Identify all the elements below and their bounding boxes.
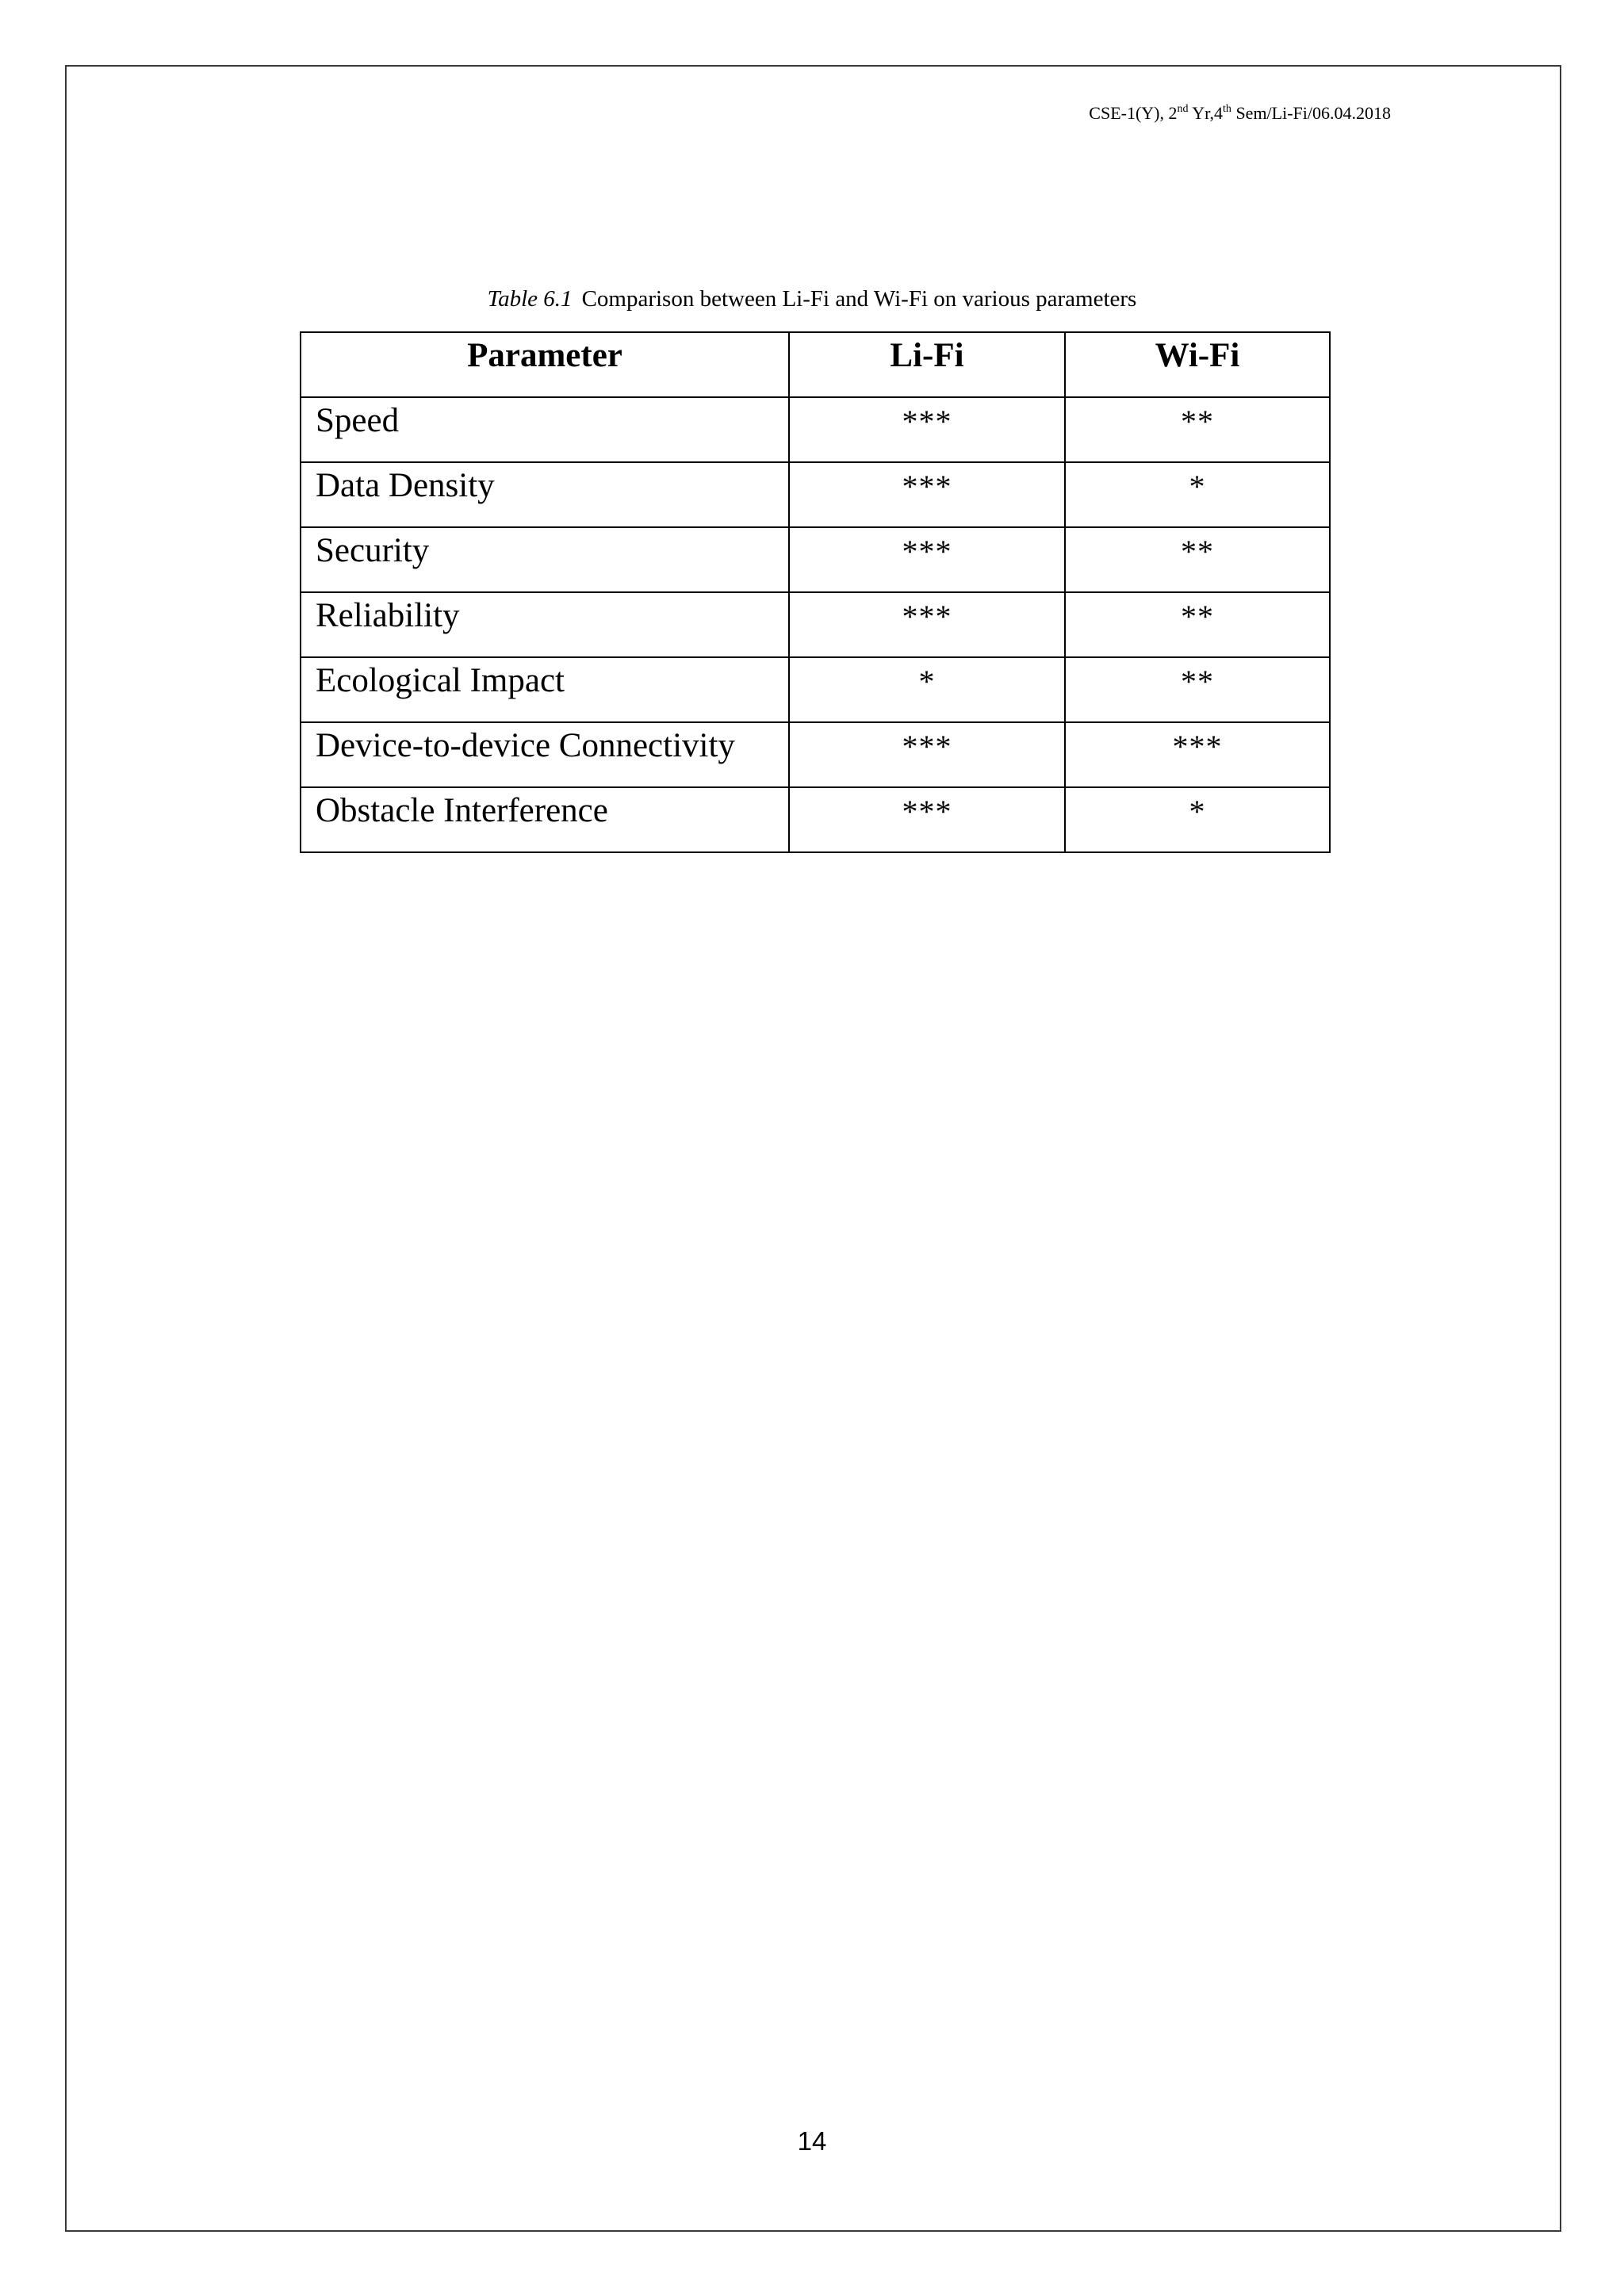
header-wifi: Wi-Fi [1065, 332, 1330, 397]
parameter-cell: Security [301, 527, 789, 592]
caption-text: Comparison between Li-Fi and Wi-Fi on various parameters [581, 286, 1137, 312]
header-prefix: CSE-1(Y), 2 [1089, 103, 1178, 123]
comparison-table-container [300, 331, 1329, 853]
wifi-rating-cell: ** [1065, 592, 1330, 657]
header-suffix: Sem/Li-Fi/06.04.2018 [1231, 103, 1391, 123]
wifi-rating-cell: ** [1065, 527, 1330, 592]
wifi-rating-cell: ** [1065, 397, 1330, 462]
running-header [1089, 103, 1391, 124]
table-caption [0, 286, 1624, 312]
table-header-row [301, 332, 1330, 397]
caption-label: Table 6.1 [487, 286, 573, 312]
lifi-rating-cell: *** [789, 592, 1065, 657]
parameter-cell: Reliability [301, 592, 789, 657]
table-row [301, 657, 1330, 722]
header-lifi: Li-Fi [789, 332, 1065, 397]
wifi-rating-cell: * [1065, 462, 1330, 527]
lifi-rating-cell: *** [789, 787, 1065, 852]
parameter-cell: Device-to-device Connectivity [301, 722, 789, 787]
header-sup-th: th [1223, 103, 1231, 115]
header-parameter: Parameter [301, 332, 789, 397]
header-middle: Yr,4 [1188, 103, 1224, 123]
wifi-rating-cell: ** [1065, 657, 1330, 722]
parameter-cell: Obstacle Interference [301, 787, 789, 852]
lifi-rating-cell: *** [789, 397, 1065, 462]
table-row [301, 397, 1330, 462]
wifi-rating-cell: *** [1065, 722, 1330, 787]
lifi-rating-cell: *** [789, 462, 1065, 527]
table-row [301, 787, 1330, 852]
table-row [301, 527, 1330, 592]
table-row [301, 722, 1330, 787]
table-row [301, 592, 1330, 657]
parameter-cell: Speed [301, 397, 789, 462]
wifi-rating-cell: * [1065, 787, 1330, 852]
lifi-rating-cell: *** [789, 527, 1065, 592]
parameter-cell: Data Density [301, 462, 789, 527]
parameter-cell: Ecological Impact [301, 657, 789, 722]
table-row [301, 462, 1330, 527]
comparison-table [300, 331, 1331, 853]
lifi-rating-cell: *** [789, 722, 1065, 787]
header-sup-nd: nd [1177, 103, 1189, 115]
page-number: 14 [797, 2126, 827, 2156]
lifi-rating-cell: * [789, 657, 1065, 722]
